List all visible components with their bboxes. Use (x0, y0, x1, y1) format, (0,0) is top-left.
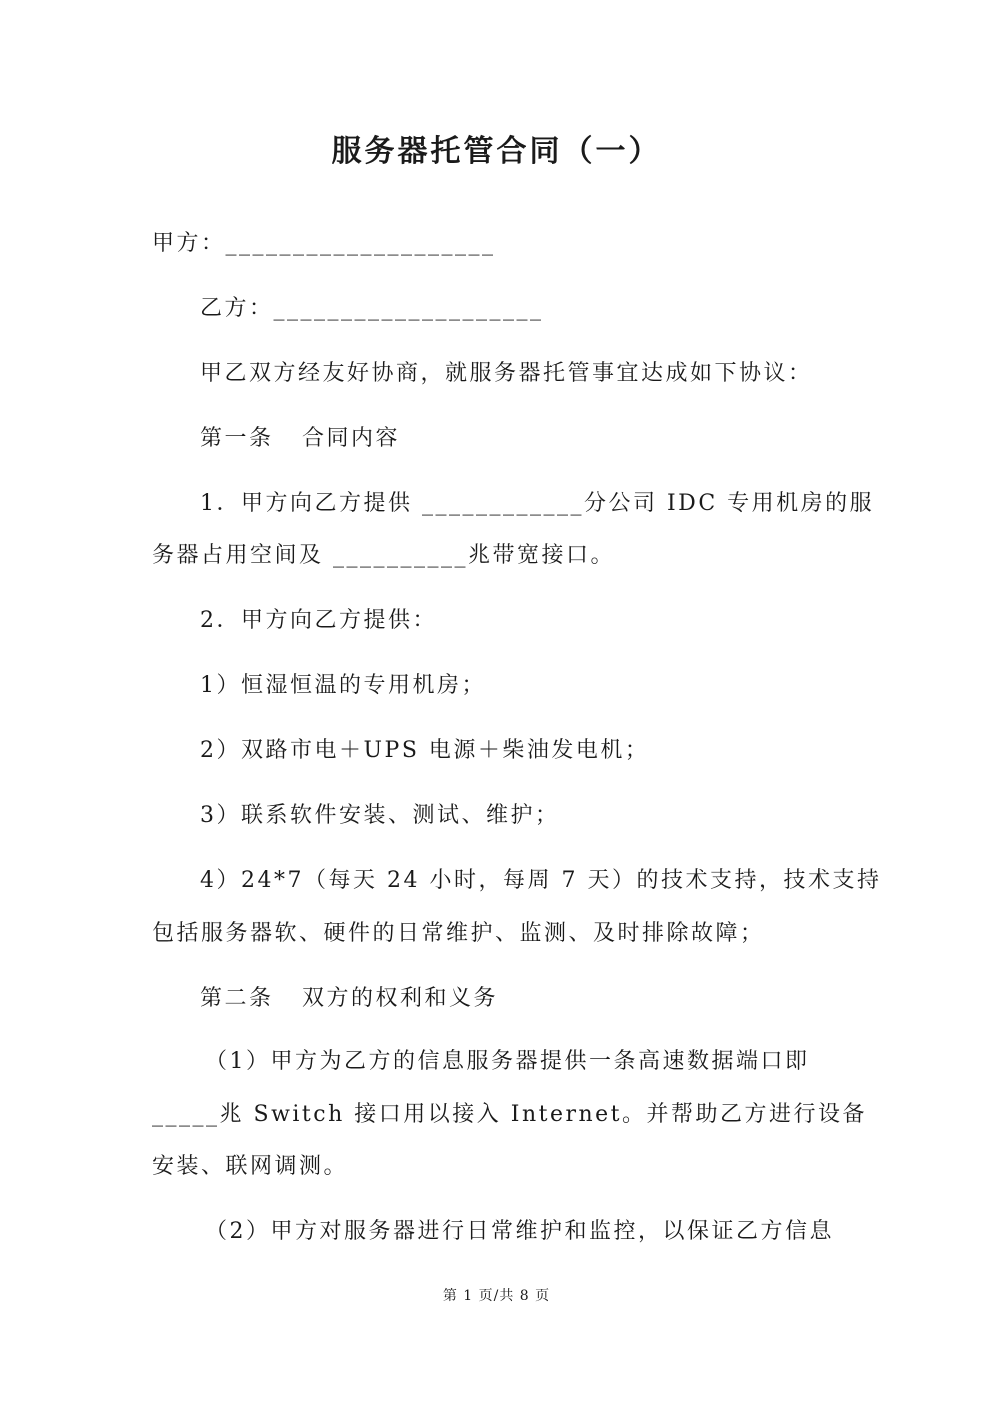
right-1-line-1: （1）甲方为乙方的信息服务器提供一条高速数据端口即 (205, 1049, 810, 1074)
article-one-heading: 第一条 合同内容 (200, 426, 400, 451)
clause-1-line-1: 1．甲方向乙方提供 ____________分公司 IDC 专用机房的服 (200, 491, 875, 516)
party-b-line: 乙方：____________________ (200, 296, 544, 321)
page-footer: 第 1 页/共 8 页 (442, 1288, 551, 1304)
clause-1-line-2: 务器占用空间及 __________兆带宽接口。 (152, 543, 615, 568)
clause-2-heading: 2．甲方向乙方提供： (200, 608, 437, 633)
right-2-line-1: （2）甲方对服务器进行日常维护和监控，以保证乙方信息 (205, 1219, 834, 1244)
intro-paragraph: 甲乙双方经友好协商，就服务器托管事宜达成如下协议： (200, 361, 813, 386)
right-1-line-2: _____兆 Switch 接口用以接入 Internet。并帮助乙方进行设备 (152, 1102, 868, 1127)
service-item-1: 1）恒湿恒温的专用机房； (200, 673, 486, 698)
article-two-heading: 第二条 双方的权利和义务 (200, 986, 498, 1011)
service-item-2: 2）双路市电＋UPS 电源＋柴油发电机； (200, 738, 650, 763)
document-title: 服务器托管合同（一） (331, 134, 662, 169)
right-1-line-3: 安装、联网调测。 (152, 1154, 349, 1179)
service-item-3: 3）联系软件安装、测试、维护； (200, 803, 560, 828)
service-item-4-line-2: 包括服务器软、硬件的日常维护、监测、及时排除故障； (152, 921, 765, 946)
service-item-4-line-1: 4）24*7（每天 24 小时，每周 7 天）的技术支持，技术支持 (200, 868, 882, 893)
party-a-line: 甲方：____________________ (152, 231, 496, 256)
